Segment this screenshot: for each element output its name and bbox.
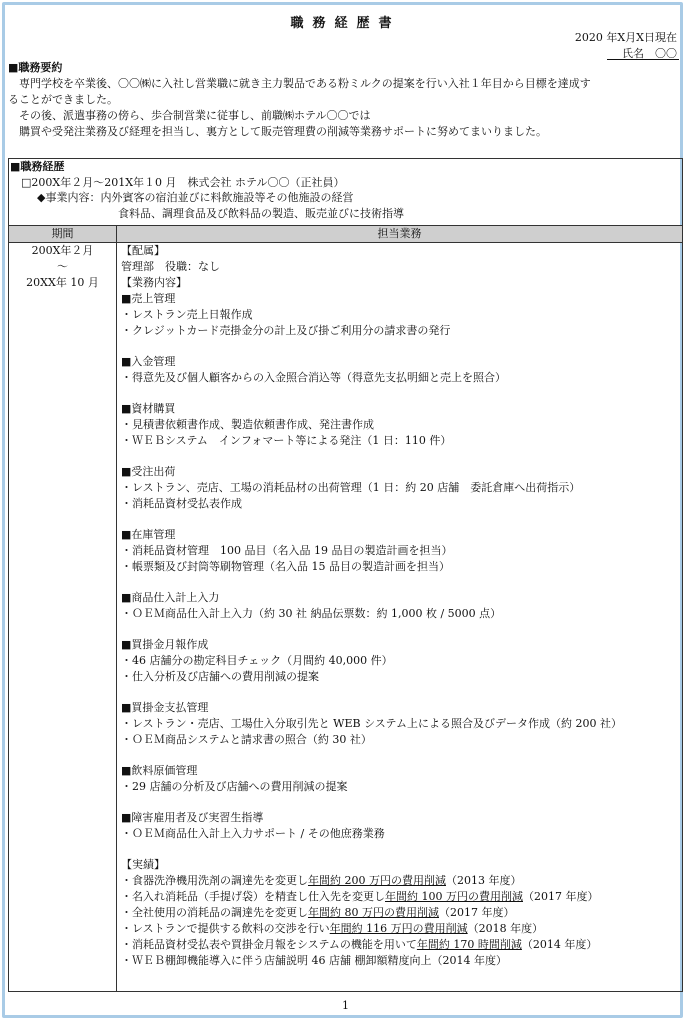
section-title: ■障害雇用者及び実習生指導 xyxy=(121,811,264,824)
period-end: 20XX年 10 月 xyxy=(26,276,99,289)
section-item: ・消耗品資材受払表作成 xyxy=(121,497,242,510)
achievement-highlight: 年間約 80 万円の費用削減 xyxy=(308,906,439,919)
section-title: ■買掛金月報作成 xyxy=(121,638,209,651)
summary-line: 購買や受発注業務及び経理を担当し、裏方として販売管理費の削減等業務サポートに努めてまいりました。 xyxy=(19,125,547,138)
achievement-highlight: 年間約 100 万円の費用削減 xyxy=(385,890,523,903)
achievement-item xyxy=(121,953,681,969)
summary-line: その後、派遣事務の傍ら、歩合制営業に従事し、前職㈱ホテル〇〇では xyxy=(19,109,371,122)
achievement-text: ・名入れ消耗品（手提げ袋）を精査し仕入先を変更し xyxy=(121,890,385,903)
period-cell xyxy=(9,243,116,291)
section-item: ・消耗品資材管理 100 品目（名入品 19 品目の製造計画を担当） xyxy=(121,544,453,557)
section-item: ・ＷＥＢシステム インフォマート等による発注（1 日：110 件） xyxy=(121,434,452,447)
summary-line: ることができました。 xyxy=(8,93,118,106)
duty-sections xyxy=(121,291,681,842)
spacer xyxy=(121,685,681,700)
section-item: ・46 店舗分の勘定科目チェック（月間約 40,000 件） xyxy=(121,654,393,667)
achievement-text: （2018 年度） xyxy=(467,922,544,935)
section-item: ・見積書依頼書作成、製造依頼書作成、発注書作成 xyxy=(121,418,374,431)
section-item: ・ＯＥＭ商品システムと請求書の照合（約 30 社） xyxy=(121,733,372,746)
table-header xyxy=(9,225,682,243)
achievement-highlight: 年間約 170 時間削減 xyxy=(416,938,522,951)
achievement-item xyxy=(121,921,681,937)
achievement-item xyxy=(121,889,681,905)
achievement-text: ・消耗品資材受払表や買掛金月報をシステムの機能を用いて xyxy=(121,938,417,951)
assignment-label: 【配属】 xyxy=(121,244,165,257)
achievement-text: ・食器洗浄機用洗剤の調達先を変更し xyxy=(121,874,308,887)
section-title: ■資材購買 xyxy=(121,402,176,415)
achievement-highlight: 年間約 200 万円の費用削減 xyxy=(308,874,446,887)
company-line: □200X年２月～201X年１0 月 株式会社 ホテル〇〇（正社員） xyxy=(21,175,345,189)
section-item: ・クレジットカード売掛金分の計上及び掛ご利用分の請求書の発行 xyxy=(121,324,451,337)
section-title: ■商品仕入計上入力 xyxy=(121,591,220,604)
section-title: ■入金管理 xyxy=(121,355,176,368)
achievement-item xyxy=(121,937,681,953)
summary-line: 専門学校を卒業後、〇〇㈱に入社し営業職に就き主力製品である粉ミルクの提案を行い入社１年目から目標を達成す xyxy=(19,77,591,90)
section-item: ・29 店舗の分析及び店舗への費用削減の提案 xyxy=(121,780,348,793)
document-date: 2020 年X月X日現在 xyxy=(574,31,677,44)
achievement-text: ・レストランで提供する飲料の交渉を行い xyxy=(121,922,330,935)
summary-heading: ■職務要約 xyxy=(8,61,63,74)
business-line: 食料品、調理食品及び飲料品の製造、販売並びに技術指導 xyxy=(118,206,404,220)
spacer xyxy=(121,512,681,527)
achievement-text: （2014 年度） xyxy=(521,938,598,951)
achievement-text: （2017 年度） xyxy=(523,890,599,903)
section-title: ■飲料原価管理 xyxy=(121,764,198,777)
spacer xyxy=(121,795,681,810)
content-label: 【業務内容】 xyxy=(121,276,187,289)
achievement-item xyxy=(121,905,681,921)
section-item: ・仕入分析及び店舗への費用削減の提案 xyxy=(121,670,319,683)
assignment-value: 管理部 役職：なし xyxy=(121,260,220,273)
section-item: ・帳票類及び封筒等刷物管理（名入品 15 品目の製造計画を担当） xyxy=(121,560,450,573)
achievements-label: 【実績】 xyxy=(121,858,165,871)
history-heading: ■職務経歴 xyxy=(10,160,65,173)
column-divider xyxy=(116,225,117,991)
achievement-highlight: 年間約 116 万円の費用削減 xyxy=(329,922,468,935)
spacer xyxy=(121,449,681,464)
period-header: 期間 xyxy=(51,227,74,240)
document-title: 職務経歴書 xyxy=(290,16,401,31)
spacer xyxy=(121,622,681,637)
achievement-item xyxy=(121,873,681,889)
period-separator: ～ xyxy=(57,260,68,273)
achievement-text: （2013 年度） xyxy=(446,874,522,887)
section-title: ■買掛金支払管理 xyxy=(121,701,209,714)
period-start: 200X年２月 xyxy=(31,244,94,257)
spacer xyxy=(121,386,681,401)
achievement-text: ・全社使用の消耗品の調達先を変更し xyxy=(121,906,308,919)
spacer xyxy=(121,575,681,590)
applicant-name: 氏名 〇〇 xyxy=(622,47,677,60)
career-history xyxy=(8,158,683,992)
achievements-list xyxy=(121,873,681,969)
section-item: ・得意先及び個人顧客からの入金照合消込等（得意先支払明細と売上を照合） xyxy=(121,371,506,384)
section-item: ・レストラン、売店、工場の消耗品材の出荷管理（1 日：約 20 店舗 委託倉庫へ出荷指示） xyxy=(121,481,581,494)
section-title: ■売上管理 xyxy=(121,292,176,305)
page-number: 1 xyxy=(342,999,349,1012)
spacer xyxy=(121,339,681,354)
achievement-text: （2017 年度） xyxy=(439,906,515,919)
duties-header: 担当業務 xyxy=(377,227,422,240)
spacer xyxy=(121,842,681,857)
section-item: ・ＯＥＭ商品仕入計上入力（約 30 社 納品伝票数：約 1,000 枚 / 5000 点） xyxy=(121,607,502,620)
section-item: ・ＯＥＭ商品仕入計上入力サポート / その他庶務業務 xyxy=(121,827,385,840)
section-title: ■受注出荷 xyxy=(121,465,176,478)
career-summary xyxy=(8,60,678,140)
section-item: ・レストラン・売店、工場仕入分取引先と WEB システム上による照合及びデータ作成（約 200 社） xyxy=(121,717,622,730)
section-item: ・レストラン売上日報作成 xyxy=(121,308,253,321)
section-title: ■在庫管理 xyxy=(121,528,176,541)
business-line: ◆事業内容：内外賓客の宿泊並びに料飲施設等その他施設の経営 xyxy=(37,191,354,204)
spacer xyxy=(121,748,681,763)
duties-cell xyxy=(121,243,681,969)
achievement-text: ・ＷＥＢ棚卸機能導入に伴う店舗説明 46 店舗 棚卸額精度向上（2014 年度） xyxy=(121,954,507,967)
